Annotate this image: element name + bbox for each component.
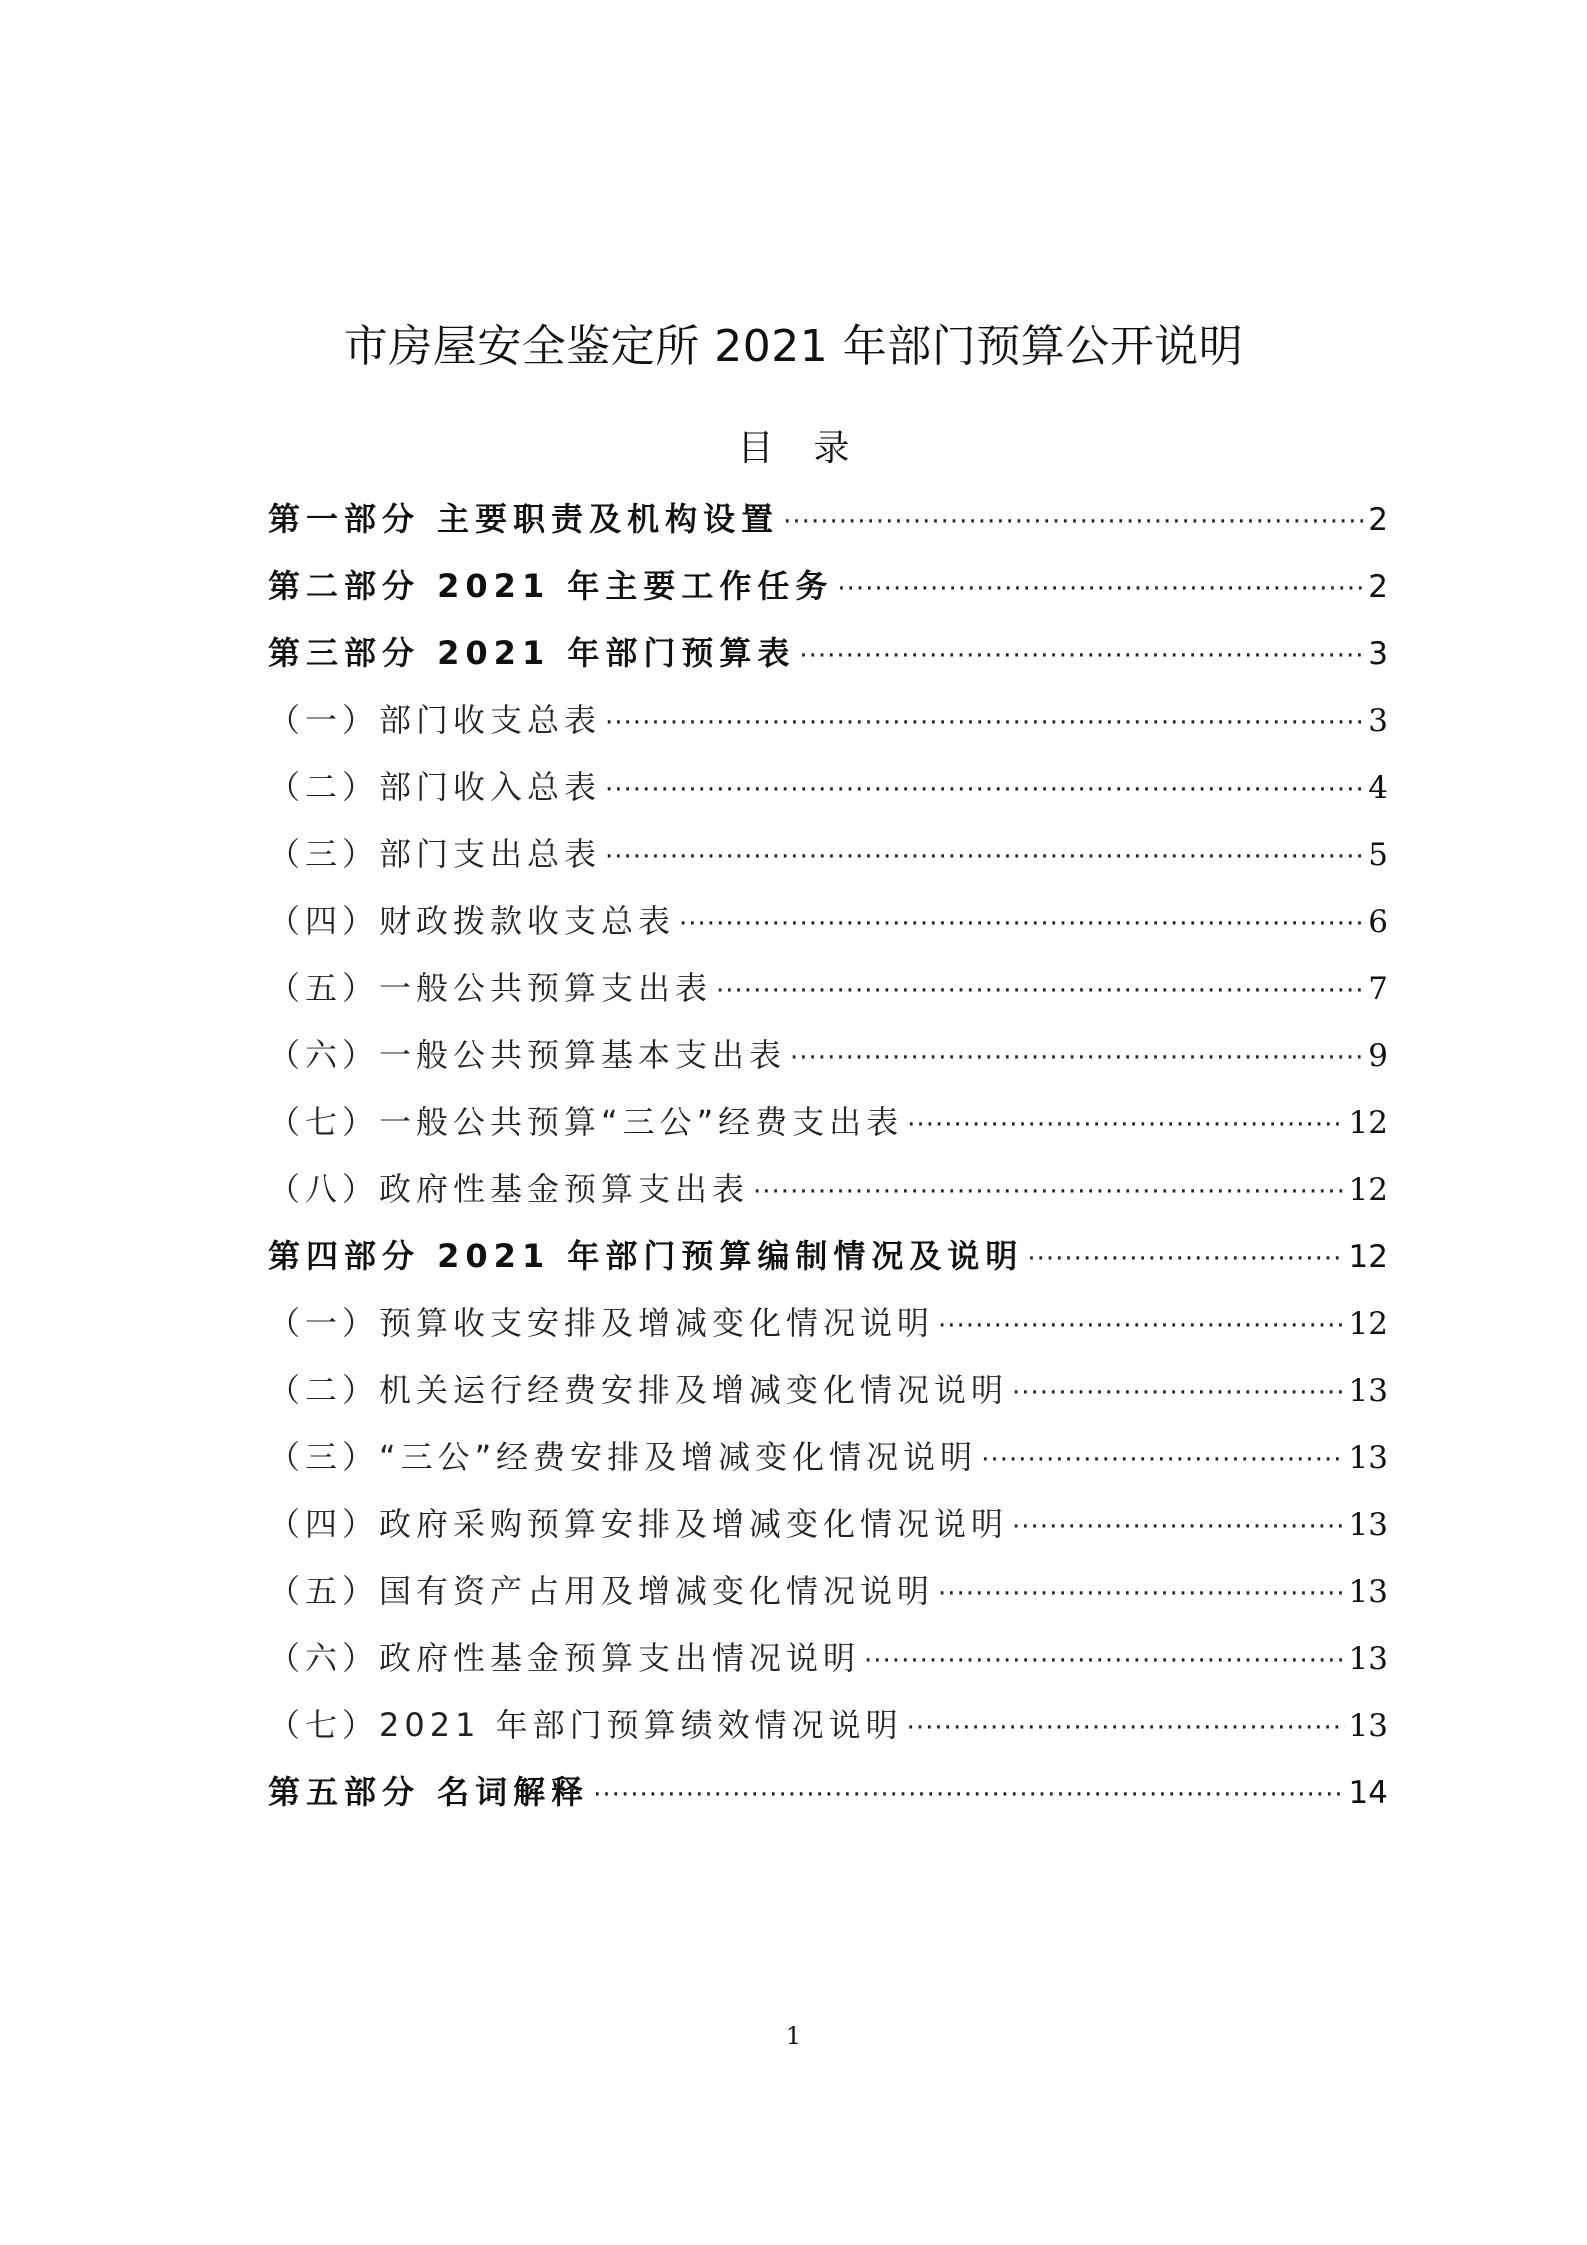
toc-entry-part-3[interactable]	[268, 620, 1388, 687]
toc-entry-section[interactable]	[268, 1156, 1388, 1223]
toc-entry-page: 2	[1368, 502, 1388, 538]
toc-dot-leader	[799, 623, 1364, 690]
toc-dot-leader	[1012, 1494, 1345, 1561]
toc-entry-label: 第五部分 名词解释	[268, 1773, 590, 1811]
toc-entry-page: 3	[1368, 636, 1388, 672]
toc-entry-label: 第三部分 2021 年部门预算表	[268, 634, 796, 672]
toc-entry-section[interactable]	[268, 888, 1388, 955]
toc-entry-part-5[interactable]	[268, 1759, 1388, 1826]
toc-entry-section[interactable]	[268, 1357, 1388, 1424]
toc-entry-section[interactable]	[268, 821, 1388, 888]
toc-entry-part-2[interactable]	[268, 553, 1388, 620]
toc-dot-leader	[593, 1762, 1344, 1829]
table-of-contents	[268, 486, 1388, 1826]
toc-heading: 目录	[737, 428, 890, 469]
toc-entry-label: （五）国有资产占用及增减变化情况说明	[268, 1572, 935, 1610]
toc-dot-leader	[605, 690, 1364, 757]
toc-entry-page: 12	[1348, 1172, 1388, 1208]
toc-entry-label: （七）一般公共预算“三公”经费支出表	[268, 1103, 904, 1141]
toc-entry-page: 4	[1368, 770, 1388, 806]
toc-entry-label: 第一部分 主要职责及机构设置	[268, 500, 780, 538]
toc-dot-leader	[907, 1695, 1345, 1762]
toc-entry-page: 14	[1348, 1775, 1388, 1811]
toc-entry-page: 9	[1368, 1038, 1388, 1074]
toc-dot-leader	[716, 958, 1364, 1025]
document-title: 市房屋安全鉴定所 2021 年部门预算公开说明	[343, 321, 1244, 373]
toc-dot-leader	[981, 1427, 1344, 1494]
toc-entry-label: （六）一般公共预算基本支出表	[268, 1036, 787, 1074]
toc-entry-page: 12	[1348, 1239, 1388, 1275]
toc-entry-section[interactable]	[268, 1089, 1388, 1156]
toc-entry-label: （八）政府性基金预算支出表	[268, 1170, 750, 1208]
toc-dot-leader	[938, 1561, 1345, 1628]
toc-entry-label: （三）“三公”经费安排及增减变化情况说明	[268, 1438, 978, 1476]
toc-entry-page: 13	[1348, 1373, 1388, 1409]
toc-entry-label: （一）部门收支总表	[268, 701, 602, 739]
toc-entry-section[interactable]	[268, 1625, 1388, 1692]
toc-entry-section[interactable]	[268, 1558, 1388, 1625]
toc-entry-page: 12	[1348, 1105, 1388, 1141]
toc-entry-section[interactable]	[268, 1692, 1388, 1759]
toc-dot-leader	[605, 757, 1364, 824]
toc-dot-leader	[1027, 1226, 1344, 1293]
toc-entry-page: 13	[1348, 1440, 1388, 1476]
toc-entry-section[interactable]	[268, 1491, 1388, 1558]
toc-entry-label: （四）政府采购预算安排及增减变化情况说明	[268, 1505, 1009, 1543]
toc-entry-section[interactable]	[268, 955, 1388, 1022]
toc-entry-section[interactable]	[268, 1290, 1388, 1357]
toc-dot-leader	[605, 824, 1364, 891]
toc-entry-label: （五）一般公共预算支出表	[268, 969, 713, 1007]
toc-entry-page: 3	[1368, 703, 1388, 739]
toc-dot-leader	[907, 1092, 1344, 1159]
toc-entry-page: 6	[1368, 904, 1388, 940]
toc-entry-page: 12	[1348, 1306, 1388, 1342]
page-number: 1	[785, 2022, 802, 2050]
toc-entry-part-4[interactable]	[268, 1223, 1388, 1290]
toc-entry-section[interactable]	[268, 754, 1388, 821]
toc-entry-label: 第四部分 2021 年部门预算编制情况及说明	[268, 1237, 1024, 1275]
toc-entry-page: 13	[1348, 1574, 1388, 1610]
toc-entry-label: （二）部门收入总表	[268, 768, 602, 806]
toc-entry-page: 13	[1348, 1708, 1388, 1744]
toc-dot-leader	[783, 489, 1364, 556]
toc-entry-page: 5	[1368, 837, 1388, 873]
toc-dot-leader	[753, 1159, 1345, 1226]
toc-dot-leader	[790, 1025, 1364, 1092]
toc-entry-page: 13	[1348, 1507, 1388, 1543]
toc-entry-page: 7	[1368, 971, 1388, 1007]
toc-entry-part-1[interactable]	[268, 486, 1388, 553]
toc-entry-section[interactable]	[268, 687, 1388, 754]
toc-dot-leader	[679, 891, 1364, 958]
toc-entry-section[interactable]	[268, 1424, 1388, 1491]
toc-entry-page: 2	[1368, 569, 1388, 605]
toc-entry-label: （六）政府性基金预算支出情况说明	[268, 1639, 861, 1677]
toc-entry-label: （七）2021 年部门预算绩效情况说明	[268, 1706, 903, 1744]
toc-entry-section[interactable]	[268, 1022, 1388, 1089]
toc-entry-label: （四）财政拨款收支总表	[268, 902, 676, 940]
toc-dot-leader	[938, 1293, 1345, 1360]
toc-entry-label: 第二部分 2021 年主要工作任务	[268, 567, 834, 605]
toc-entry-label: （三）部门支出总表	[268, 835, 602, 873]
toc-entry-label: （二）机关运行经费安排及增减变化情况说明	[268, 1371, 1009, 1409]
toc-entry-page: 13	[1348, 1641, 1388, 1677]
toc-dot-leader	[837, 556, 1364, 623]
toc-entry-label: （一）预算收支安排及增减变化情况说明	[268, 1304, 935, 1342]
toc-dot-leader	[864, 1628, 1345, 1695]
toc-dot-leader	[1012, 1360, 1345, 1427]
